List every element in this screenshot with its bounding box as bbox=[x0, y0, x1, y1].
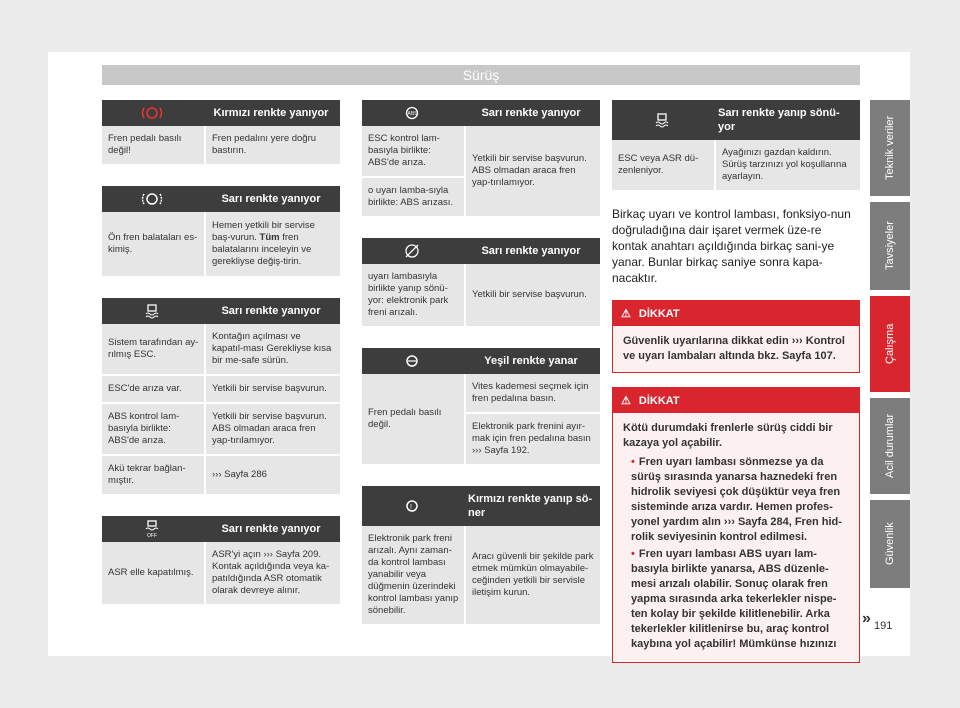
table-cell: Vites kademesi seçmek için fren pedalına basın. bbox=[466, 374, 600, 414]
parking-brake-icon bbox=[362, 499, 462, 513]
table-cell: Yetkili bir servise başvurun. ABS olmadan araca fren yap-tırılamıyor. bbox=[466, 126, 600, 218]
svg-text:!: ! bbox=[410, 504, 412, 511]
body-paragraph: Birkaç uyarı ve kontrol lambası, fonksiyo-nun doğruladığına dair işaret vermek üze-re kontak anahtarı açıldığında birkaç sani-ye yanar. Bunlar birkaç saniye sonra kapa-nacaktır. bbox=[612, 207, 851, 285]
table-brake-pads bbox=[102, 186, 340, 278]
esc-icon bbox=[612, 112, 712, 128]
esc-icon bbox=[102, 303, 202, 319]
table-row: Ön fren balataları es-kimiş. Hemen yetkili bir servise baş-vurun. Tüm fren balatalarını inceleyin ve gerekliyse değiş-tirin. bbox=[102, 212, 340, 278]
parking-brake-off-icon bbox=[362, 243, 462, 259]
table-title: Sarı renkte yanıp sönü-yor bbox=[718, 107, 840, 133]
table-cell: Fren pedalı basılı değil. bbox=[362, 374, 464, 466]
table-title: Kırmızı renkte yanıp sö-ner bbox=[468, 493, 593, 519]
table-title: Sarı renkte yanıyor bbox=[221, 523, 321, 535]
left-column bbox=[102, 100, 340, 626]
table-title: Yeşil renkte yanar bbox=[484, 355, 578, 367]
table-row: ESC veya ASR dü-zenleniyor. Ayağınızı gazdan kaldırın. Sürüş tarzınızı yol koşullarına ayarlayın. bbox=[612, 140, 860, 192]
chapter-tabs bbox=[870, 100, 910, 594]
page-link[interactable]: ››› Sayfa 286 bbox=[212, 469, 267, 480]
tab-tavsiyeler[interactable]: Tavsiyeler bbox=[870, 202, 910, 290]
table-title: Sarı renkte yanıyor bbox=[481, 107, 581, 119]
table-parking-brake-red bbox=[362, 486, 600, 626]
table-cell: ESC kontrol lam-basıyla birlikte: ABS'de arıza. bbox=[362, 126, 464, 178]
tab-calisma[interactable]: Çalışma bbox=[870, 296, 910, 392]
table-esc-flashing bbox=[612, 100, 860, 192]
table-row: Elektronik park freni arızalı. Aynı zaman-da kontrol lambası yanabilir veya düğmenin üzerindeki kontrol lambası yanıp sönebilir. Aracı güvenli bir şekilde park etmek mümkün olmayabile-ceğinden yetkili bir servisle iletişim kurun. bbox=[362, 526, 600, 626]
table-esc bbox=[102, 298, 340, 496]
table-title: Sarı renkte yanıyor bbox=[221, 193, 321, 205]
table-row: ABS kontrol lam-basıyla birlikte: ABS'de arıza. Yetkili bir servise başvurun. ABS olmadan araca fren yap-tırılamıyor. bbox=[102, 404, 340, 456]
table-row: Sistem tarafından ay-rılmış ESC. Kontağın açılması ve kapatıl-ması Gerekliyse kısa bir me-safe sürün. bbox=[102, 324, 340, 376]
table-asr bbox=[102, 516, 340, 606]
table-title: Kırmızı renkte yanıyor bbox=[213, 107, 329, 119]
table-row: uyarı lambasıyla birlikte yanıp sönü-yor: elektronik park freni arızalı. Yetkili bir servise başvurun. bbox=[362, 264, 600, 328]
table-title: Sarı renkte yanıyor bbox=[221, 305, 321, 317]
table-row: ASR elle kapatılmış. ASR'yi açın ››› Sayfa 209. Kontak açıldığında veya ka-patıldığında ASR otomatik olarak devreye alınır. bbox=[102, 542, 340, 606]
svg-text:OFF: OFF bbox=[147, 533, 157, 538]
foot-brake-icon bbox=[362, 354, 462, 368]
table-brake-red bbox=[102, 100, 340, 166]
table-title: Sarı renkte yanıyor bbox=[481, 245, 581, 257]
tab-teknik-veriler[interactable]: Teknik veriler bbox=[870, 100, 910, 196]
table-abs bbox=[362, 100, 600, 218]
warning-triangle-icon: ⚠ bbox=[621, 308, 631, 320]
table-cell: Elektronik park frenini ayır-mak için fren pedalına basın ››› Sayfa 192. bbox=[466, 414, 600, 466]
table-green bbox=[362, 348, 600, 466]
brake-pad-icon bbox=[102, 192, 202, 206]
middle-column bbox=[362, 100, 600, 646]
next-page-marker: » bbox=[862, 610, 871, 627]
warning-box: ⚠ DİKKAT Kötü durumdaki frenlerle sürüş ciddi bir kazaya yol açabilir. • Fren uyarı lambası sönmezse ya da sürüş sırasında yanarsa haznedeki fren hidrolik seviyesi çok düşüktür veya fren sisteminde arıza vardır. Hemen profes-yonel yardım alın ››› Sayfa 284, Fren hid-rolik seviyesinin kontrol edilmesi. • Fren uyarı lambası ABS uyarı lam-basıyla birlikte yanarsa, ABS düzenle-mesi arızalı olabilir. Sonuç olarak fren yapma sırasında arka tekerlekler nispe-ten kolay bir şekilde kilitlenebilir. Arka tekerlekler kilitlenirse bu, araç kontrol kaybına yol açabilir! Mümkünse hızınızı bbox=[612, 387, 860, 663]
tab-acil-durumlar[interactable]: Acil durumlar bbox=[870, 398, 910, 494]
list-item: • Fren uyarı lambası ABS uyarı lam-basıyla birlikte yanarsa, ABS düzenle-mesi arızalı olabilir. Sonuç olarak fren yapma sırasında arka tekerlekler nispe-ten kolay bir şekilde kilitlenebilir. Arka tekerlekler kilitlenirse bu, araç kontrol kaybına yol açabilir! Mümkünse hızınızı bbox=[631, 547, 849, 652]
page-number: 191 bbox=[874, 620, 893, 632]
svg-text:ABS: ABS bbox=[407, 111, 418, 117]
page-header: Sürüş bbox=[102, 65, 860, 85]
warning-box: ⚠ DİKKAT Güvenlik uyarılarına dikkat edin ››› Kontrol ve uyarı lambaları altında bkz. Sayfa 107. bbox=[612, 300, 860, 373]
tab-guvenlik[interactable]: Güvenlik bbox=[870, 500, 910, 588]
table-cell: o uyarı lamba-sıyla birlikte: ABS arızası. bbox=[362, 178, 464, 218]
warning-triangle-icon: ⚠ bbox=[621, 395, 631, 407]
list-item: • Fren uyarı lambası sönmezse ya da sürüş sırasında yanarsa haznedeki fren hidrolik seviyesi çok düşüktür veya fren sisteminde arıza vardır. Hemen profes-yonel yardım alın ››› Sayfa 284, Fren hid-rolik seviyesinin kontrol edilmesi. bbox=[631, 455, 849, 545]
brake-warning-icon bbox=[102, 106, 202, 120]
table-row: ESC'de arıza var. Yetkili bir servise başvurun. bbox=[102, 376, 340, 404]
right-column bbox=[612, 100, 860, 677]
abs-icon bbox=[362, 106, 462, 120]
table-row: Akü tekrar bağlan-mıştır. ››› Sayfa 286 bbox=[102, 456, 340, 496]
table-parking-brake-yellow bbox=[362, 238, 600, 328]
asr-off-icon bbox=[102, 520, 202, 538]
table-row: Fren pedalı basılı değil! Fren pedalını yere doğru bastırın. bbox=[102, 126, 340, 166]
